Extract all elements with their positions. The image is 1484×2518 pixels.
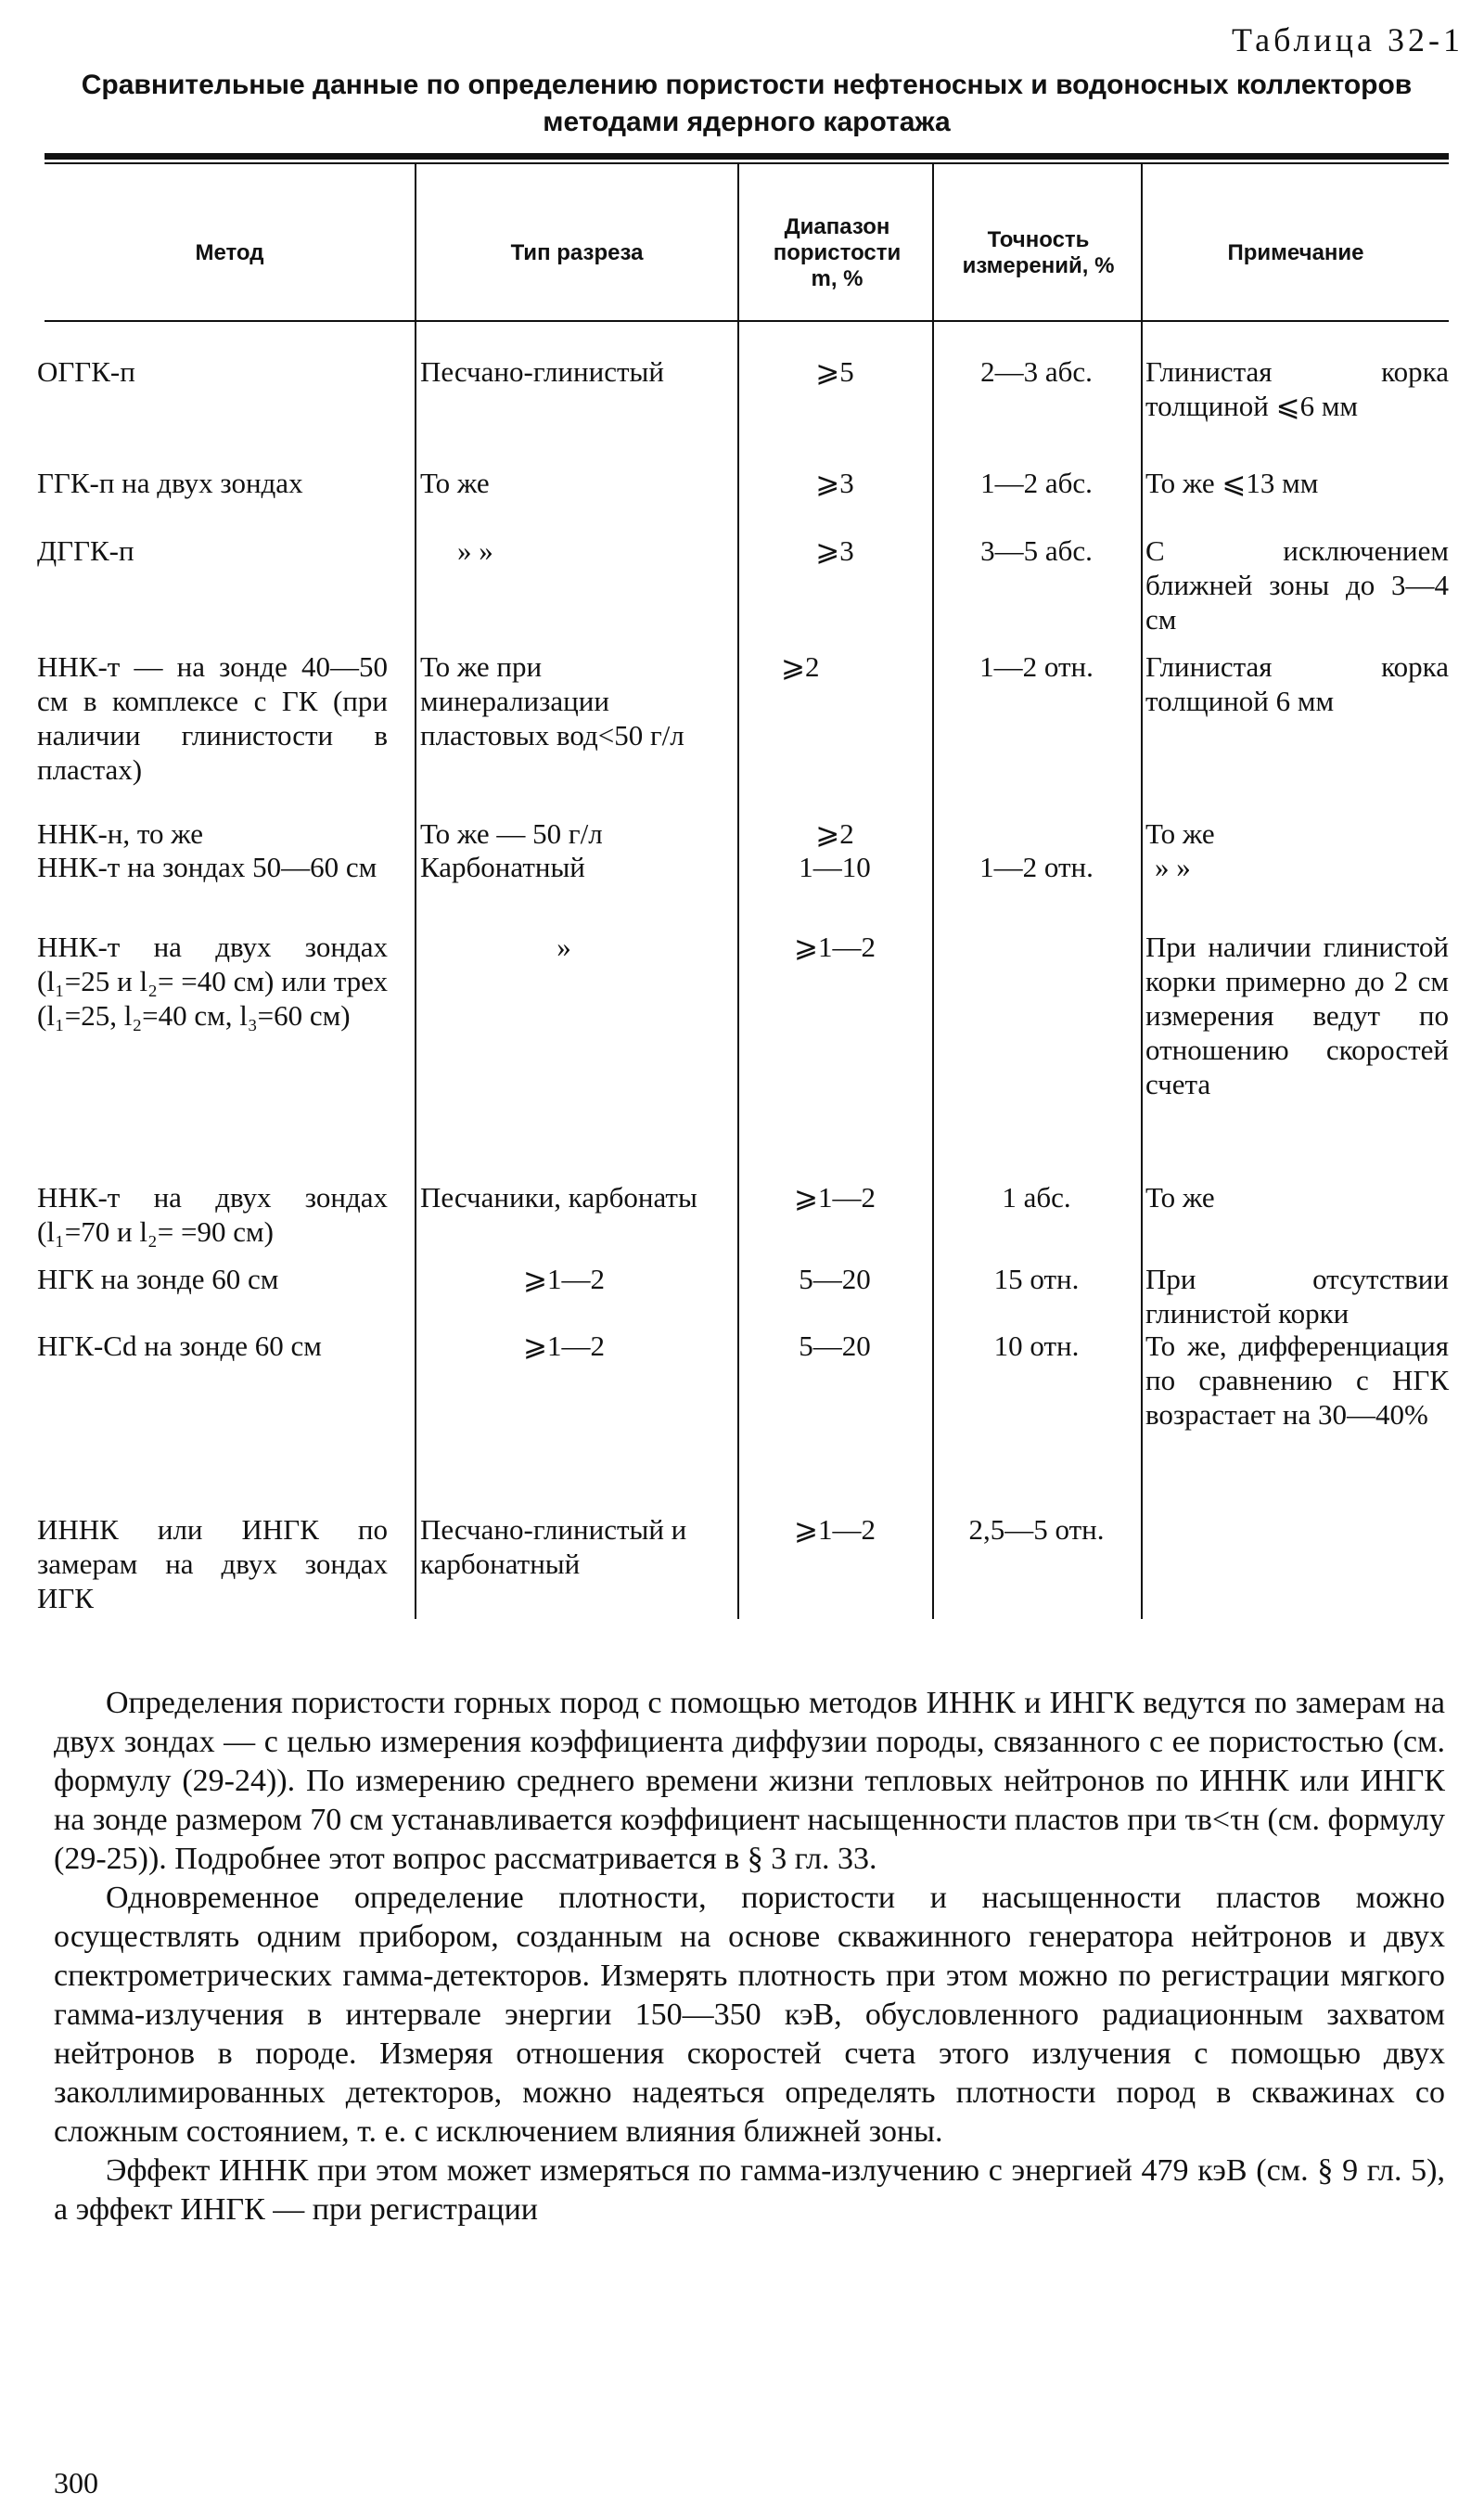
header-type: Тип разреза — [510, 239, 644, 265]
cell-range: ⩾1—2 — [794, 931, 876, 963]
cell-accuracy: 1—2 отн. — [979, 851, 1094, 883]
cell-accuracy: 1 абс. — [1002, 1181, 1071, 1214]
cell-note: То же ⩽13 мм — [1145, 467, 1319, 499]
paragraph: Одновременное определение плотности, пористости и насыщенности пластов можно осуществлять одним прибором, созданным на основе скважинного генератора нейтронов и двух спектрометрических гамма-детекторов. Измерять плотность при этом можно по регистрации мягкого гамма-излучения в интервале энергии 150—350 кэВ, обусловленного радиационным захватом нейтронов в породе. Измеряя отношения скоростей счета этого излучения с помощью двух заколлимированных детекторов, можно надеяться определять плотности пород в скважинах со сложным состоянием, т. е. с исключением влияния ближней зоны. — [54, 1881, 1445, 2149]
column-divider-4 — [1141, 162, 1143, 1619]
cell-note: С исключением ближней зоны до 3—4 см — [1145, 534, 1449, 636]
table-top-rule — [45, 153, 1449, 160]
cell-type: Песчано-глинистый — [420, 355, 664, 388]
cell-method: ГГК-п на двух зондах — [37, 467, 303, 499]
table-caption: Сравнительные данные по определению пористости нефтеносных и водоносных коллекторов методами ядерного каротажа — [81, 70, 1413, 137]
cell-method: ННК-т на двух зондах (l₁=70 и l₂= =90 см) — [37, 1181, 388, 1248]
cell-method: ННК-т — на зонде 40—50 см в комплексе с ГК (при наличии глинистости в пластах) — [37, 650, 388, 786]
cell-method: НГК-Cd на зонде 60 см — [37, 1330, 322, 1362]
cell-note: Глинистая корка толщиной 6 мм — [1145, 650, 1449, 717]
cell-range: ⩾3 — [815, 534, 854, 567]
table-top-rule-thin — [45, 162, 1449, 164]
cell-accuracy: 2—3 абс. — [980, 355, 1093, 388]
table-label: Таблица 32-1 — [1232, 21, 1464, 58]
cell-accuracy: 1—2 отн. — [979, 650, 1094, 683]
cell-method: ННК-н, то же — [37, 817, 204, 850]
cell-accuracy: 1—2 абс. — [980, 467, 1093, 499]
header-accuracy: Точность измерений, % — [962, 226, 1115, 278]
cell-range: 5—20 — [799, 1330, 871, 1362]
paragraph: Эффект ИННК при этом может измеряться по гамма-излучению с энергией 479 кэВ (см. § 9 гл. 5), а эффект ИНГК — при регистрации — [54, 2153, 1445, 2227]
column-divider-2 — [737, 162, 739, 1619]
header-bottom-rule — [45, 320, 1449, 322]
cell-range: ⩾2 — [781, 650, 820, 683]
cell-range: ⩾1—2 — [794, 1513, 876, 1546]
cell-range: ⩾2 — [815, 817, 854, 850]
cell-type: То же при минерализации пластовых вод<50 г/л — [420, 650, 684, 752]
cell-method: ННК-т на двух зондах (l₁=25 и l₂= =40 см) или трех (l₁=25, l₂=40 см, l₃=60 см) — [37, 931, 388, 1032]
header-note: Примечание — [1227, 239, 1364, 265]
cell-type: ⩾1—2 — [523, 1263, 605, 1295]
cell-method: ОГГК-п — [37, 355, 135, 388]
cell-type: » » — [457, 534, 493, 567]
cell-method: НГК на зонде 60 см — [37, 1263, 279, 1295]
cell-type: Песчаники, карбонаты — [420, 1181, 697, 1214]
cell-type: То же — [420, 467, 490, 499]
cell-note: » » — [1155, 851, 1191, 883]
cell-type: То же — 50 г/л — [420, 817, 603, 850]
cell-accuracy: 10 отн. — [993, 1330, 1080, 1362]
cell-range: ⩾3 — [815, 467, 854, 499]
cell-accuracy: 3—5 абс. — [980, 534, 1093, 567]
cell-note: При отсутствии глинистой корки — [1145, 1263, 1449, 1330]
cell-range: ⩾5 — [815, 355, 854, 388]
cell-note: Глинистая корка толщиной ⩽6 мм — [1145, 355, 1449, 422]
cell-type: ⩾1—2 — [523, 1330, 605, 1362]
cell-note: То же, дифференциация по сравнению с НГК возрастает на 30—40% — [1145, 1330, 1449, 1431]
cell-accuracy: 15 отн. — [993, 1263, 1080, 1295]
header-method: Метод — [195, 239, 264, 265]
cell-type: » — [556, 931, 571, 963]
cell-type: Песчано-глинистый и карбонатный — [420, 1513, 687, 1580]
cell-accuracy: 2,5—5 отн. — [968, 1513, 1105, 1546]
cell-method: ИННК или ИНГК по замерам на двух зондах ИГК — [37, 1513, 388, 1614]
cell-method: ДГГК-п — [37, 534, 134, 567]
column-divider-1 — [415, 162, 416, 1619]
paragraph: Определения пористости горных пород с помощью методов ИННК и ИНГК ведутся по замерам на двух зондах — с целью измерения коэффициента диффузии породы, связанного с ее пористостью (см. формулу (29-24)). По измерению среднего времени жизни тепловых нейтронов по ИННК или ИНГК на зонде размером 70 см устанавливается коэффициент насыщенности пластов при τв<τн (см. формулу (29-25)). Подробнее этот вопрос рассматривается в § 3 гл. 33. — [54, 1686, 1445, 1876]
cell-range: ⩾1—2 — [794, 1181, 876, 1214]
body-text — [54, 1684, 1445, 2229]
cell-method: ННК-т на зондах 50—60 см — [37, 851, 377, 883]
cell-range: 5—20 — [799, 1263, 871, 1295]
cell-note: При наличии глинистой корки примерно до 2 см измерения ведут по отношению скоростей счета — [1145, 931, 1449, 1100]
page-number: 300 — [54, 2466, 98, 2499]
header-range: Диапазон пористости m, % — [773, 213, 902, 291]
cell-note: То же — [1145, 817, 1215, 850]
cell-note: То же — [1145, 1181, 1215, 1214]
cell-type: Карбонатный — [420, 851, 585, 883]
cell-range: 1—10 — [799, 851, 871, 883]
